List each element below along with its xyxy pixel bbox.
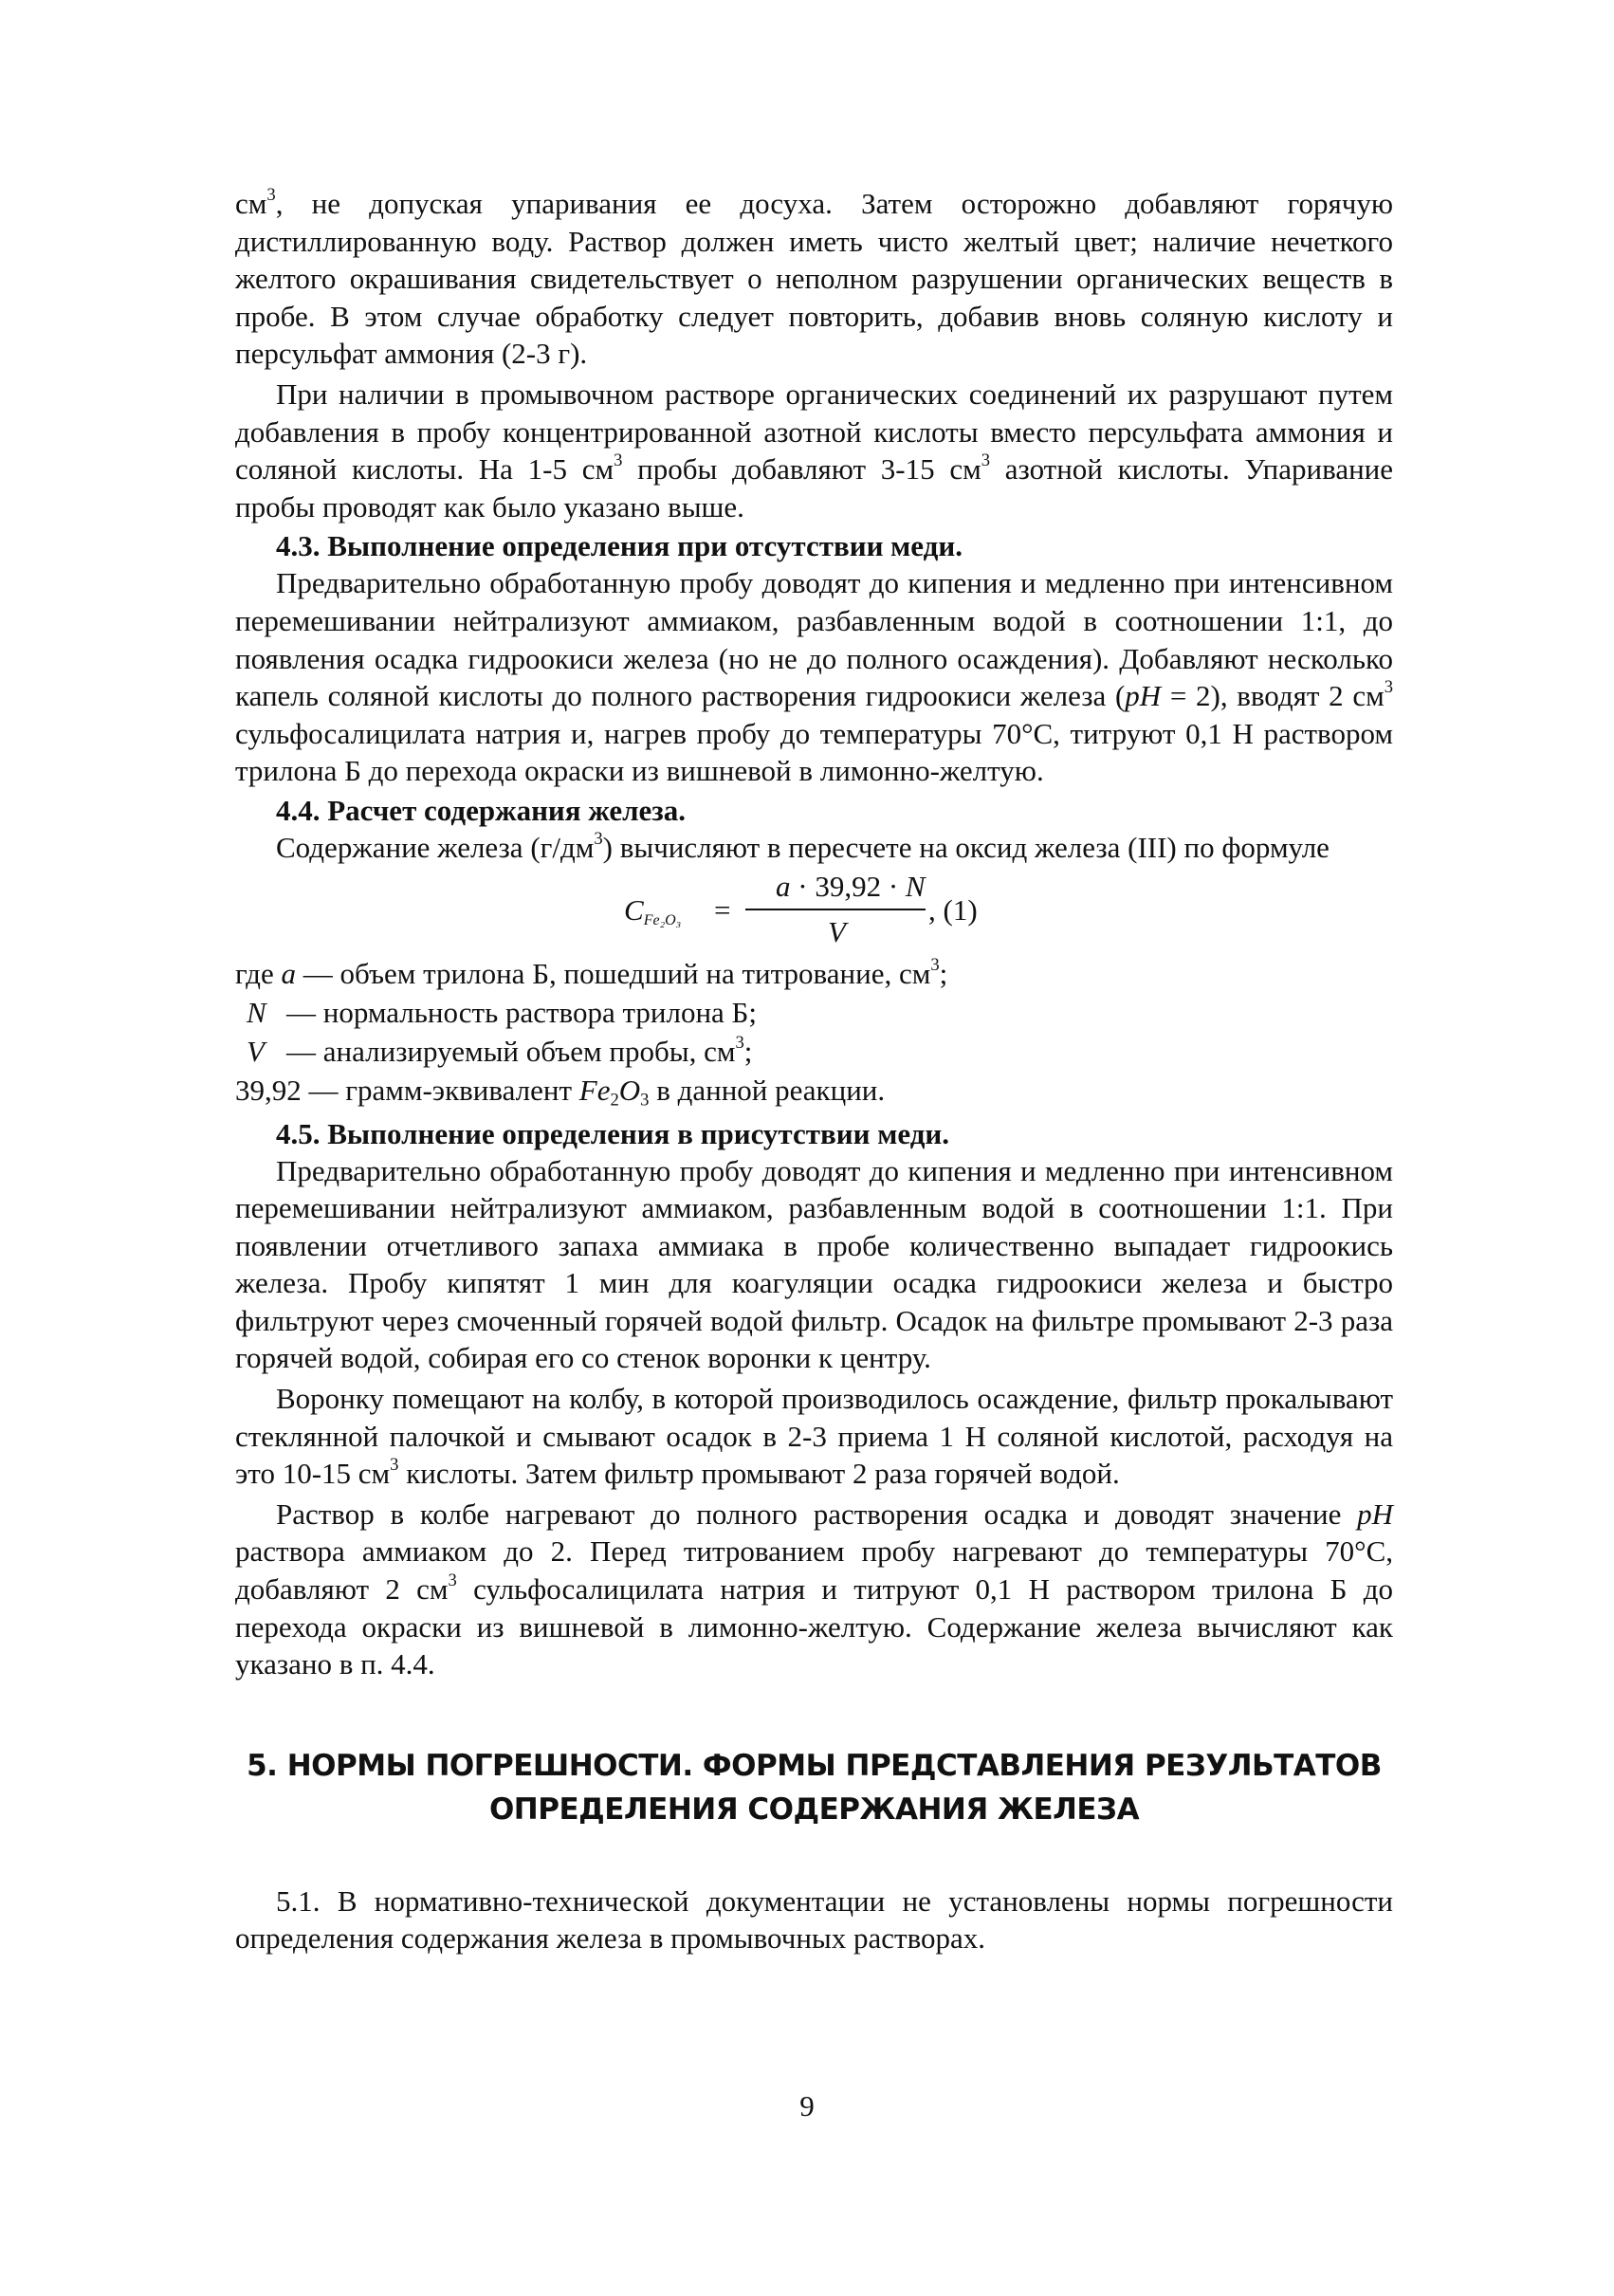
paragraph-no-copper: Предварительно обработанную пробу доводят до кипения и медленно при интенсивном перемешивании нейтрализуют аммиаком, разбавленным водой в соотношении 1:1, до появления осадка гидроокиси железа (но не до полного осаждения). Добавляют несколько капель соляной кислоты до полного растворения гидроокиси железа (pH = 2), вводят 2 $см^3$ сульфосалицилата натрия и, нагрев пробу до температуры 70°С, титруют 0,1 Н раствором трилона Б до перехода окраски из вишневой в лимонно-желтую. [235, 566, 1393, 788]
paragraph-titration: Раствор в колбе нагревают до полного растворения осадка и доводят значение pH раствора аммиаком до 2. Перед титрованием пробу нагревают до температуры 70°С, добавляют 2 $см^3$ сульфосалицилата натрия и титруют 0,1 Н раствором трилона Б до перехода окраски из вишневой в лимонно-желтую. Содержание железа вычисляют как указано в п. 4.4. [235, 1497, 1393, 1681]
heading-4-3: 4.3. Выполнение определения при отсутствии меди. [276, 529, 963, 563]
paragraph-acid-digestion: $см^3$, не допуская упаривания ее досуха. Затем осторожно добавляют горячую дистиллированную воду. Раствор должен иметь чисто желтый цвет; наличие нечеткого желтого окрашивания свидетельствует о неполном разрушении органических веществ в пробе. В этом случае обработку следует повторить, добавив вновь соляную кислоту и персульфат аммония (2-3 г). [235, 185, 1393, 371]
formula-numerator: a · 39,92 · N [776, 869, 926, 903]
page-number: 9 [799, 2089, 815, 2122]
definition-v: V — анализируемый объем пробы, $см^3$; [247, 1032, 753, 1068]
iron-content-formula [235, 867, 1393, 954]
formula-number: , (1) [928, 892, 978, 927]
paragraph-nitric-acid: При наличии в промывочном растворе органических соединений их разрушают путем добавления в пробу концентрированной азотной кислоты вместо персульфата аммония и соляной кислоты. На 1-5 $см^3$ пробы добавляют 3-15 $см^3$ азотной кислоты. Упаривание пробы проводят как было указано выше. [235, 377, 1394, 523]
paragraph-funnel: Воронку помещают на колбу, в которой производилось осаждение, фильтр прокалывают стеклянной палочкой и смывают осадок в 2-3 приема 1 Н соляной кислотой, расходуя на это 10-15 $см^3$ кислоты. Затем фильтр промывают 2 раза горячей водой. [235, 1382, 1393, 1491]
paragraph-with-copper: Предварительно обработанную пробу доводят до кипения и медленно при интенсивном перемешивании нейтрализуют аммиаком, разбавленным водой в соотношении 1:1. При появлении отчетливого запаха аммиака в пробе количественно выпадает гидроокись железа. Пробу кипятят 1 мин для коагуляции осадка гидроокиси железа и быстро фильтруют через смоченный горячей водой фильтр. Осадок на фильтре промывают 2-3 раза горячей водой, собирая его со стенок воронки к центру. [235, 1153, 1393, 1375]
heading-4-5: 4.5. Выполнение определения в присутствии меди. [276, 1116, 949, 1150]
paragraph-calculation: Содержание железа $(г/дм^3)$ вычисляют в пересчете на оксид железа (III) по формуле [276, 828, 1330, 864]
definition-n: N — нормальность раствора трилона Б; [247, 995, 757, 1029]
fraction-bar [745, 909, 926, 910]
variable-definitions [235, 954, 1393, 1110]
definition-a: где a — объем трилона Б, пошедший на титрование, $см^3$; [235, 954, 948, 990]
section-5-title-line-2: ОПРЕДЕЛЕНИЯ СОДЕРЖАНИЯ ЖЕЛЕЗА [488, 1791, 1140, 1827]
formula-equals: = [714, 892, 731, 927]
heading-4-4: 4.4. Расчет содержания железа. [276, 793, 687, 827]
formula-lhs: $C_{Fe_2O_3}$ [624, 892, 682, 928]
section-5-title-line-1: 5. НОРМЫ ПОГРЕШНОСТИ. ФОРМЫ ПРЕДСТАВЛЕНИЯ РЕЗУЛЬТАТОВ [247, 1748, 1382, 1783]
section-5-title [235, 1744, 1393, 1831]
formula-denominator: V [828, 914, 846, 948]
definition-gram-equivalent: 39,92 — грамм-эквивалент $Fe_2O_3$ в данной реакции. [235, 1073, 886, 1111]
paragraph-5-1: 5.1. В нормативно-технической документации не установлены нормы погрешности определения содержания железа в промывочных растворах. [235, 1883, 1393, 1956]
